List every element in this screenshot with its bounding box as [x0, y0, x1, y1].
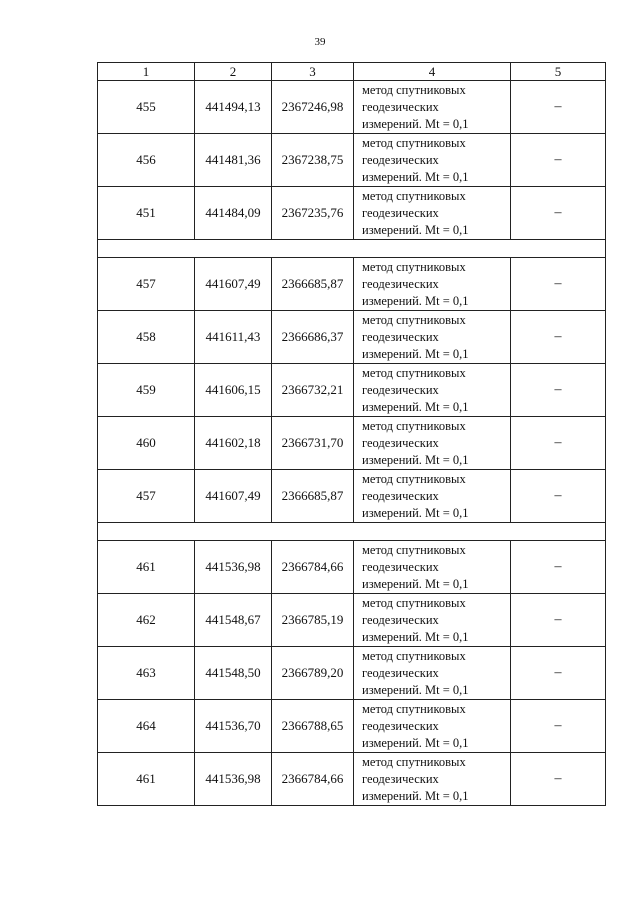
point-number-cell: 459 [98, 364, 195, 417]
table-row [98, 753, 606, 806]
method-line: геодезических [362, 488, 439, 503]
note-cell: – [511, 417, 606, 470]
x-coordinate-cell: 441484,09 [195, 187, 272, 240]
table-row [98, 311, 606, 364]
method-cell [354, 134, 511, 187]
y-coordinate-cell: 2366788,65 [272, 700, 354, 753]
y-coordinate-cell: 2366789,20 [272, 647, 354, 700]
point-number-cell: 455 [98, 81, 195, 134]
method-line: метод спутниковых [362, 188, 466, 203]
method-line: геодезических [362, 152, 439, 167]
method-line: геодезических [362, 771, 439, 786]
point-number-cell: 460 [98, 417, 195, 470]
table-row [98, 700, 606, 753]
method-line: метод спутниковых [362, 701, 466, 716]
coordinates-table [97, 62, 606, 806]
table-row [98, 134, 606, 187]
method-cell [354, 541, 511, 594]
point-number-cell: 457 [98, 470, 195, 523]
x-coordinate-cell: 441611,43 [195, 311, 272, 364]
note-cell: – [511, 364, 606, 417]
point-number-cell: 461 [98, 753, 195, 806]
column-header: 4 [354, 63, 511, 81]
method-line: метод спутниковых [362, 259, 466, 274]
y-coordinate-cell: 2367246,98 [272, 81, 354, 134]
table-row [98, 594, 606, 647]
point-number-cell: 457 [98, 258, 195, 311]
note-cell: – [511, 541, 606, 594]
method-line: метод спутниковых [362, 754, 466, 769]
method-line: геодезических [362, 559, 439, 574]
method-line: геодезических [362, 665, 439, 680]
table-row [98, 81, 606, 134]
method-line: измерений. Mt = 0,1 [362, 735, 469, 750]
x-coordinate-cell: 441606,15 [195, 364, 272, 417]
x-coordinate-cell: 441481,36 [195, 134, 272, 187]
method-line: измерений. Mt = 0,1 [362, 293, 469, 308]
group-separator-row [98, 523, 606, 541]
method-cell [354, 594, 511, 647]
x-coordinate-cell: 441548,50 [195, 647, 272, 700]
method-line: измерений. Mt = 0,1 [362, 116, 469, 131]
y-coordinate-cell: 2366685,87 [272, 258, 354, 311]
method-line: измерений. Mt = 0,1 [362, 452, 469, 467]
page-number: 39 [314, 36, 326, 48]
method-cell [354, 417, 511, 470]
point-number-cell: 462 [98, 594, 195, 647]
method-line: геодезических [362, 205, 439, 220]
note-cell: – [511, 594, 606, 647]
y-coordinate-cell: 2366685,87 [272, 470, 354, 523]
method-line: геодезических [362, 276, 439, 291]
method-cell [354, 187, 511, 240]
method-line: геодезических [362, 435, 439, 450]
y-coordinate-cell: 2366784,66 [272, 753, 354, 806]
column-header: 3 [272, 63, 354, 81]
method-cell [354, 753, 511, 806]
table-row [98, 647, 606, 700]
table-row [98, 258, 606, 311]
method-line: метод спутниковых [362, 82, 466, 97]
method-line: измерений. Mt = 0,1 [362, 222, 469, 237]
method-line: геодезических [362, 329, 439, 344]
method-line: измерений. Mt = 0,1 [362, 576, 469, 591]
method-line: метод спутниковых [362, 471, 466, 486]
method-cell [354, 81, 511, 134]
point-number-cell: 461 [98, 541, 195, 594]
method-cell [354, 647, 511, 700]
note-cell: – [511, 81, 606, 134]
table-row [98, 364, 606, 417]
y-coordinate-cell: 2366784,66 [272, 541, 354, 594]
y-coordinate-cell: 2367235,76 [272, 187, 354, 240]
point-number-cell: 458 [98, 311, 195, 364]
y-coordinate-cell: 2366732,21 [272, 364, 354, 417]
method-line: метод спутниковых [362, 542, 466, 557]
method-line: геодезических [362, 718, 439, 733]
method-line: измерений. Mt = 0,1 [362, 682, 469, 697]
note-cell: – [511, 753, 606, 806]
method-line: измерений. Mt = 0,1 [362, 169, 469, 184]
method-line: метод спутниковых [362, 418, 466, 433]
table-row [98, 470, 606, 523]
y-coordinate-cell: 2366731,70 [272, 417, 354, 470]
x-coordinate-cell: 441607,49 [195, 470, 272, 523]
point-number-cell: 456 [98, 134, 195, 187]
x-coordinate-cell: 441494,13 [195, 81, 272, 134]
note-cell: – [511, 258, 606, 311]
method-cell [354, 258, 511, 311]
note-cell: – [511, 647, 606, 700]
note-cell: – [511, 187, 606, 240]
method-line: метод спутниковых [362, 648, 466, 663]
column-header: 1 [98, 63, 195, 81]
y-coordinate-cell: 2366785,19 [272, 594, 354, 647]
method-line: метод спутниковых [362, 365, 466, 380]
y-coordinate-cell: 2366686,37 [272, 311, 354, 364]
method-line: геодезических [362, 382, 439, 397]
y-coordinate-cell: 2367238,75 [272, 134, 354, 187]
x-coordinate-cell: 441607,49 [195, 258, 272, 311]
x-coordinate-cell: 441548,67 [195, 594, 272, 647]
method-line: измерений. Mt = 0,1 [362, 629, 469, 644]
method-cell [354, 311, 511, 364]
method-line: измерений. Mt = 0,1 [362, 505, 469, 520]
method-cell [354, 364, 511, 417]
method-line: измерений. Mt = 0,1 [362, 788, 469, 803]
table-body [98, 81, 606, 806]
x-coordinate-cell: 441536,98 [195, 541, 272, 594]
table-row [98, 187, 606, 240]
group-separator-row [98, 240, 606, 258]
method-cell [354, 470, 511, 523]
method-line: метод спутниковых [362, 595, 466, 610]
note-cell: – [511, 311, 606, 364]
table-header-row [98, 63, 606, 81]
table-row [98, 417, 606, 470]
method-line: геодезических [362, 612, 439, 627]
method-line: метод спутниковых [362, 135, 466, 150]
x-coordinate-cell: 441536,70 [195, 700, 272, 753]
table-row [98, 541, 606, 594]
method-line: измерений. Mt = 0,1 [362, 399, 469, 414]
separator-cell [98, 240, 606, 258]
point-number-cell: 464 [98, 700, 195, 753]
separator-cell [98, 523, 606, 541]
x-coordinate-cell: 441602,18 [195, 417, 272, 470]
method-cell [354, 700, 511, 753]
x-coordinate-cell: 441536,98 [195, 753, 272, 806]
point-number-cell: 451 [98, 187, 195, 240]
point-number-cell: 463 [98, 647, 195, 700]
method-line: метод спутниковых [362, 312, 466, 327]
note-cell: – [511, 134, 606, 187]
note-cell: – [511, 470, 606, 523]
note-cell: – [511, 700, 606, 753]
method-line: измерений. Mt = 0,1 [362, 346, 469, 361]
column-header: 2 [195, 63, 272, 81]
method-line: геодезических [362, 99, 439, 114]
column-header: 5 [511, 63, 606, 81]
